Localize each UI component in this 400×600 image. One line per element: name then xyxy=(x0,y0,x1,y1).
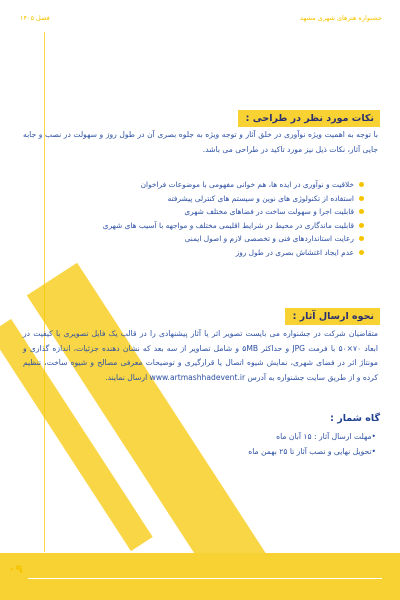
timeline-list xyxy=(76,430,376,459)
section-heading-timeline: گاه شمار : xyxy=(330,413,380,424)
bullet-icon xyxy=(359,236,364,241)
list-item-text: قابلیت ماندگاری در محیط در شرایط اقلیمی مختلف و مواجهه با آسیب های شهری xyxy=(102,220,354,230)
bullet-icon xyxy=(359,182,364,187)
list-item xyxy=(34,192,364,206)
header-issue: فصل ۱۴۰۵ xyxy=(20,14,50,22)
list-item xyxy=(34,232,364,246)
margin-line xyxy=(44,32,45,552)
timeline-item: •تحویل نهایی و نصب آثار تا ۲۵ بهمن ماه xyxy=(248,446,376,456)
footer-line xyxy=(28,578,382,579)
list-item xyxy=(34,219,364,233)
list-item-text: قابلیت اجرا و سهولت ساخت در فضاهای مختلف شهری xyxy=(184,207,354,216)
bullet-icon xyxy=(359,250,364,255)
page-number: ۰۹ xyxy=(8,562,23,576)
list-item-text: خلاقیت و نوآوری در ایده ها، هم خوانی مفهومی با موضوعات فراخوان xyxy=(140,180,354,189)
section-heading-submission: نحوه ارسال آثار : xyxy=(285,308,380,325)
design-notes-paragraph: با توجه به اهمیت ویژه نوآوری در خلق آثار و توجه ویژه به جلوه بصری آن در طول روز و سهولت در نصب و جابه جایی آثار، نکات ذیل نیز مورد تاکید در طراحی می باشد. xyxy=(23,130,378,154)
page-header xyxy=(0,0,400,28)
bullet-icon xyxy=(359,223,364,228)
list-item-text: رعایت استانداردهای فنی و تخصصی لازم و اصول ایمنی xyxy=(184,234,354,243)
list-item xyxy=(34,178,364,192)
bullet-icon xyxy=(359,209,364,214)
list-item-text: عدم ایجاد اغتشاش بصری در طول روز xyxy=(235,247,354,257)
design-notes-list xyxy=(34,178,364,259)
footer-band xyxy=(0,553,400,600)
section-heading-design-notes: نکات مورد نظر در طراحی : xyxy=(238,110,380,127)
list-item-text: استفاده از تکنولوژی های نوین و سیستم های کنترلی پیشرفته xyxy=(167,193,354,203)
submission-paragraph: متقاضیان شرکت در جشنواره می بایست تصویر اثر یا آثار پیشنهادی را در قالب یک فایل تصویری با کیفیت در ابعاد ۷۰×۵۰ با فرمت JPG و حداکثر ۵MB و شامل تصاویر از سه بعد که نشان دهنده جزئیات، اندازه گذاری و مونتاژ اثر در فضای شهری، نمایش شیوه اتصال یا قرارگیری و توضیحات معرفی مصالح و شیوه ساخت، تنظیم کرده و از طریق سایت جشنواره به آدرس www.artmashhadevent.ir ارسال نمایند. xyxy=(23,329,379,382)
bullet-icon xyxy=(359,196,364,201)
header-title: جشنواره هنرهای شهری مشهد xyxy=(300,14,382,22)
list-item xyxy=(34,205,364,219)
list-item xyxy=(34,246,364,260)
timeline-item: •مهلت ارسال آثار : ۱۵ آبان ماه xyxy=(276,432,376,441)
